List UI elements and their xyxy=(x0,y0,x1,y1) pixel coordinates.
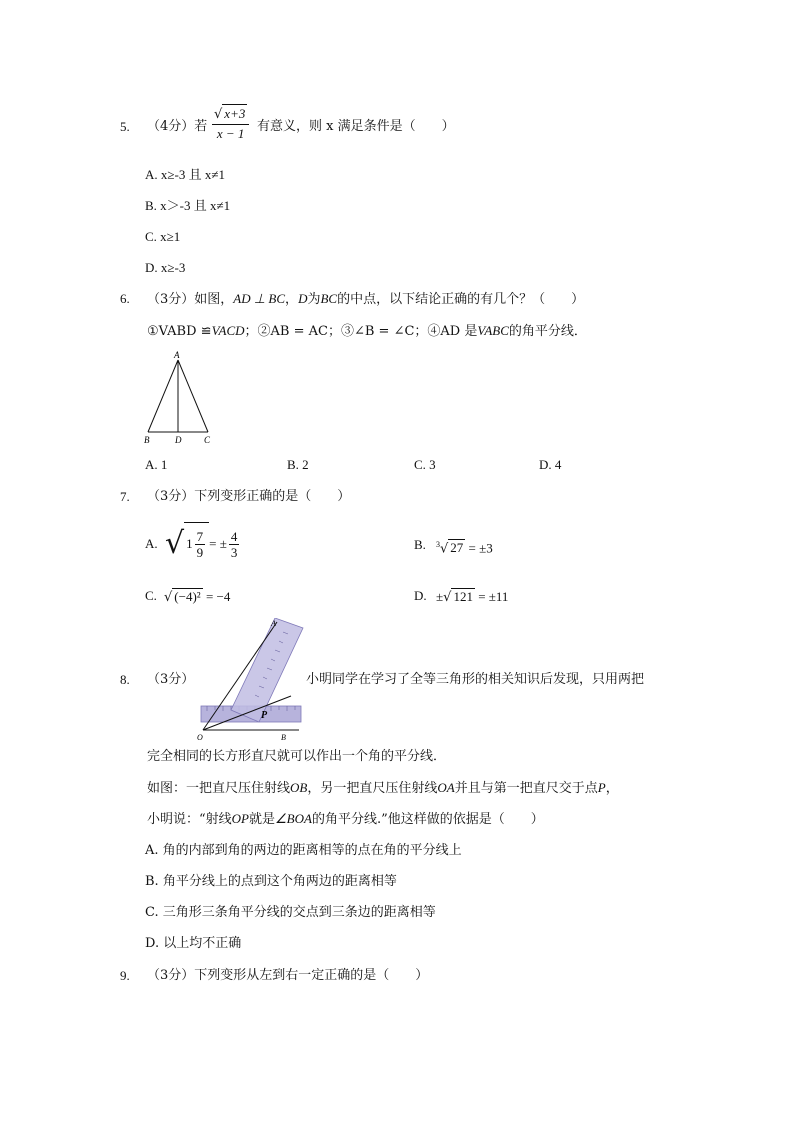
q8-option-c: C. 三角形三条角平分线的交点到三条边的距离相等 xyxy=(145,905,436,920)
q7-option-a-label: A. xyxy=(145,536,158,551)
q7-stem: （3分）下列变形正确的是（ ） xyxy=(147,489,351,504)
q6-stem-text: ， xyxy=(285,292,299,307)
q8-line4-text: 就是 xyxy=(249,812,276,827)
q6-triangle-figure xyxy=(140,350,220,450)
q6-number: 6. xyxy=(120,291,130,306)
q8-line4-text: 的角平分线.”他这样做的依据是（ ） xyxy=(311,812,544,827)
q8-point-p: P xyxy=(597,780,606,795)
q8-line3-text: ，另一把直尺压住射线 xyxy=(307,781,438,796)
q5-frac-top: x+3 xyxy=(224,106,246,121)
q5-number: 5. xyxy=(120,119,130,134)
q6-option-c: C. 3 xyxy=(414,457,436,472)
q6-stem xyxy=(147,291,584,308)
q7-c-rest: = −4 xyxy=(205,589,231,604)
q6-label-d: D xyxy=(175,435,182,445)
q5-option-a: A. x≥-3 且 x≠1 xyxy=(145,167,225,182)
q7-d-radicand: 121 xyxy=(453,589,473,604)
q5-stem xyxy=(147,119,207,135)
q5-suffix: 有意义，则 x 满足条件是（ ） xyxy=(257,119,455,134)
q5-option-c: C. x≥1 xyxy=(145,229,181,244)
q8-line3 xyxy=(147,780,619,797)
q6-label-a: A xyxy=(174,350,180,360)
q5-option-b: B. x＞-3 且 x≠1 xyxy=(145,198,231,213)
q7-d-rest: = ±11 xyxy=(478,589,509,604)
q5-fraction: √ x+3 x − 1 xyxy=(212,104,249,143)
q6-conclusion-text: 的角平分线． xyxy=(508,324,587,339)
q9-number: 9. xyxy=(120,968,130,983)
q7-a-int: 1 xyxy=(186,536,193,551)
q6-segment-bc: BC xyxy=(320,291,338,306)
q7-b-index: 3 xyxy=(436,540,440,549)
q7-b-radicand: 27 xyxy=(450,540,464,556)
q7-a-num: 7 xyxy=(196,529,204,544)
q9-stem: （3分）下列变形从左到右一定正确的是（ ） xyxy=(147,968,429,983)
q8-ray-ob-label: OB xyxy=(290,780,308,795)
q8-line3-text: 并且与第一把直尺交于点 xyxy=(454,781,598,796)
q8-option-d: D. 以上均不正确 xyxy=(145,936,242,951)
q7-option-c-label: C. xyxy=(145,588,157,603)
q6-side-ab xyxy=(148,360,178,432)
q6-conclusion-text: ；②AB = AC；③∠B = ∠C；④AD 是 xyxy=(244,324,478,339)
q7-option-c-expr: √ (−4)² = −4 xyxy=(164,589,231,605)
q7-option-b-expr: $^3$√ 27 = ±3 xyxy=(436,540,493,557)
q7-a-fraction xyxy=(195,529,206,560)
q5-frac-bottom: x − 1 xyxy=(216,126,245,141)
q8-line4 xyxy=(147,811,544,828)
q7-a-result-num: 4 xyxy=(230,528,238,544)
q6-ad-perp-bc: AD ⊥ BC xyxy=(233,291,286,306)
q7-option-d-label: D. xyxy=(414,588,427,603)
q6-triangle-acd: VACD xyxy=(211,323,245,338)
q5-prefix: 若 xyxy=(194,119,208,134)
q7-c-radicand: (−4)² xyxy=(174,589,201,604)
q6-option-b: B. 2 xyxy=(287,457,309,472)
q8-line3-text: ， xyxy=(605,781,619,796)
q7-b-rest: = ±3 xyxy=(468,540,493,556)
q8-number: 8. xyxy=(120,672,130,687)
q6-option-a: A. 1 xyxy=(145,457,168,472)
q8-angle-boa: ∠BOA xyxy=(275,811,312,826)
q6-label-c: C xyxy=(204,435,211,445)
q6-triangle-abc: VABC xyxy=(477,323,509,338)
q8-label-p: P xyxy=(261,710,268,721)
q5-score: （4分） xyxy=(147,119,195,134)
q7-number: 7. xyxy=(120,489,130,504)
q7-a-result-fraction xyxy=(229,529,240,560)
q6-point-d: D xyxy=(298,291,308,306)
q7-option-b-label: B. xyxy=(414,537,426,552)
q8-ruler-figure xyxy=(195,618,305,742)
q7-option-a-expr: √ 1 $\frac{7}{9}$ = ± $\frac{4}{3}$ xyxy=(165,522,241,566)
q6-side-ac xyxy=(178,360,208,432)
q8-ray-oa-label: OA xyxy=(437,780,455,795)
q7-option-d-expr: ±√ 121 = ±11 xyxy=(436,589,509,605)
q5-option-d: D. x≥-3 xyxy=(145,260,186,275)
q7-a-result-den: 3 xyxy=(230,544,238,560)
q8-option-b: B. 角平分线上的点到这个角两边的距离相等 xyxy=(145,874,397,889)
q8-label-b: B xyxy=(281,733,286,742)
q8-score: （3分） xyxy=(147,672,195,687)
q6-conclusions xyxy=(147,323,587,340)
q8-line2: 完全相同的长方形直尺就可以作出一个角的平分线． xyxy=(147,749,447,764)
q6-stem-text: 为 xyxy=(307,292,321,307)
q7-a-eq: = ± xyxy=(209,536,227,551)
q8-line4-text: 小明说：“射线 xyxy=(147,812,232,827)
q6-stem-text: （3分）如图， xyxy=(147,292,234,307)
q7-a-den: 9 xyxy=(196,545,204,560)
q8-line3-text: 如图：一把直尺压住射线 xyxy=(147,781,291,796)
q8-label-o: O xyxy=(197,733,203,742)
q8-label-a: A xyxy=(271,619,276,628)
q8-option-a: A. 角的内部到角的两边的距离相等的点在角的平分线上 xyxy=(145,843,462,858)
q6-conclusion-text: ①VABD ≌ xyxy=(147,324,212,339)
q7-d-pm: ± xyxy=(436,589,444,604)
q6-option-d: D. 4 xyxy=(539,457,562,472)
q6-stem-text: 的中点，以下结论正确的有几个？（ ） xyxy=(337,292,585,307)
q8-ray-op-label: OP xyxy=(231,811,249,826)
q6-label-b: B xyxy=(144,435,150,445)
q8-stem-right: 小明同学在学习了全等三角形的相关知识后发现，只用两把 xyxy=(306,672,645,687)
